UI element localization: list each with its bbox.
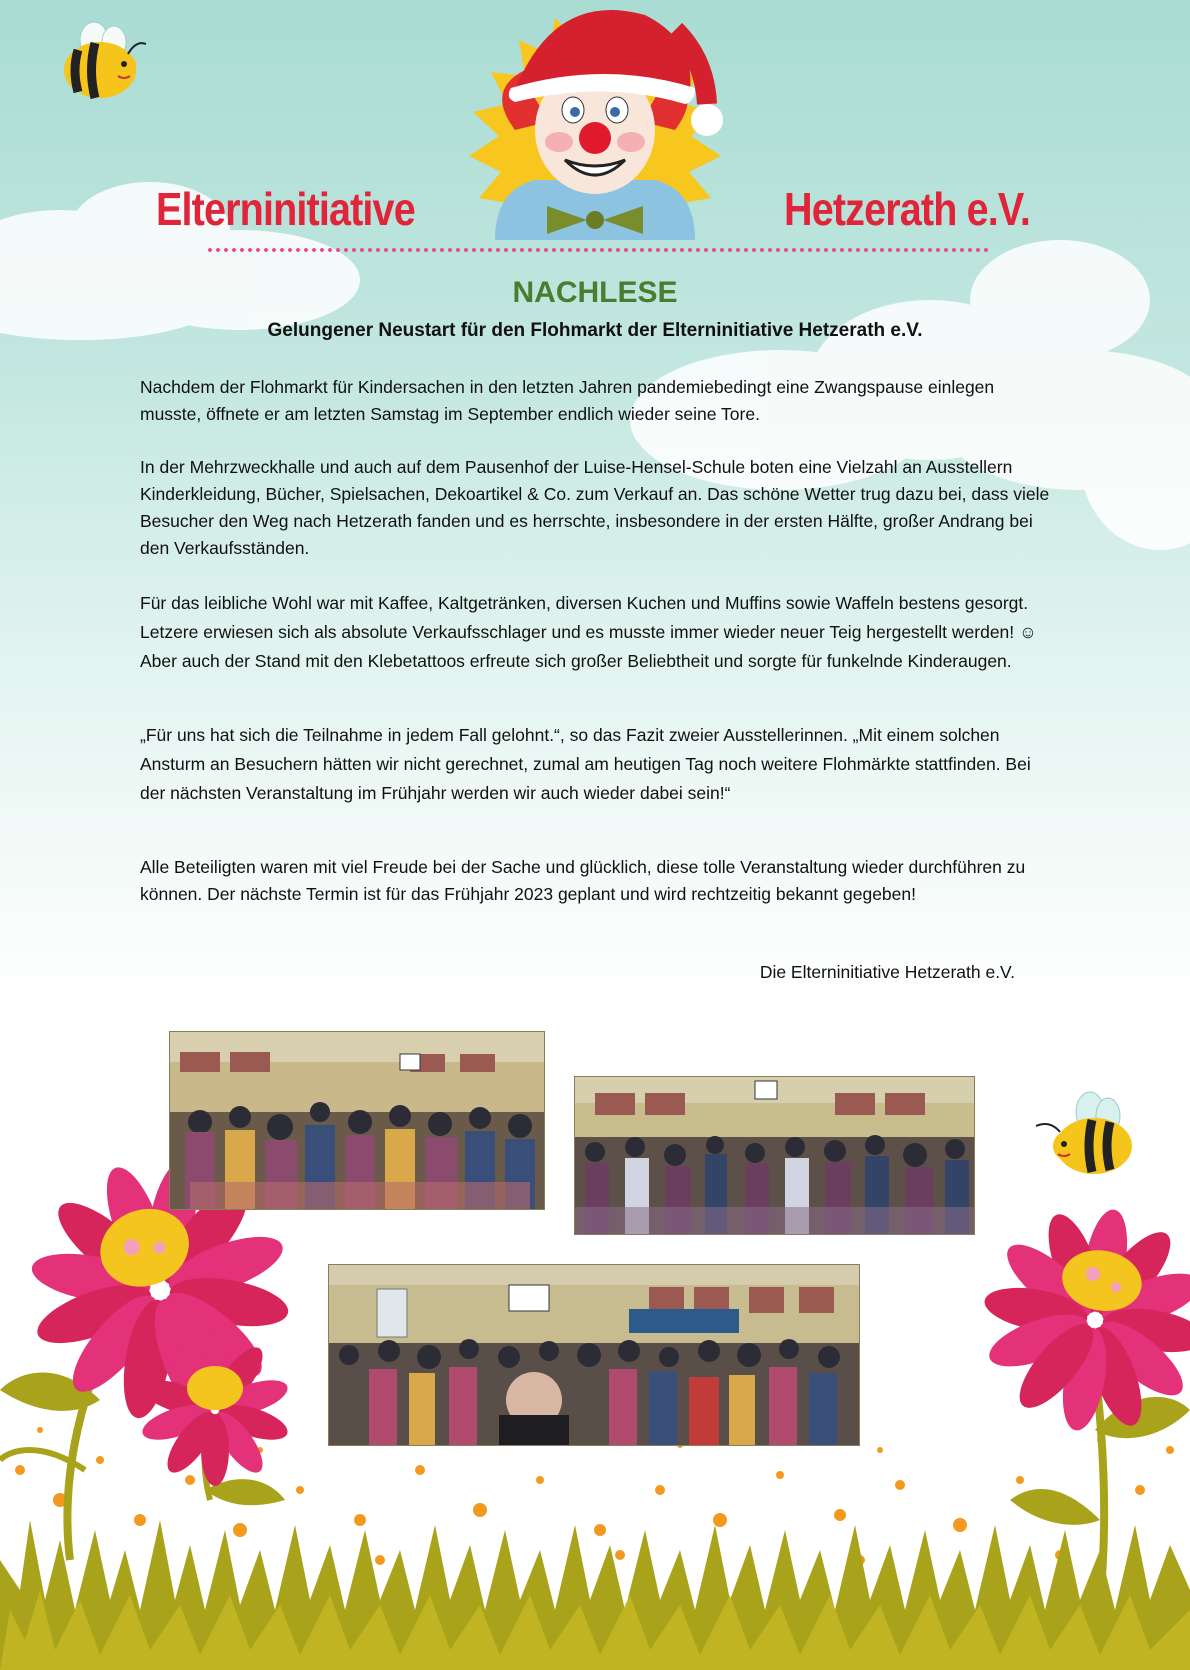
paragraph-5: Alle Beteiligten waren mit viel Freude bei der Sache und glücklich, diese tolle Veranstaltung wieder durchführen zu können. Der nächste Termin ist für das Frühjahr 2023 geplant und wird rechtzeitig bekannt gegeben! [140, 857, 1026, 904]
logo-text-right: Hetzerath e.V. [784, 183, 1030, 235]
paragraph-2: In der Mehrzweckhalle und auch auf dem Pausenhof der Luise-Hensel-Schule boten eine Vielzahl an Ausstellern Kinderkleidung, Bücher, Spielsachen, Dekoartikel & Co. zum Verkauf an. Das schöne Wetter trug dazu bei, dass viele Besucher den Weg nach Hetzerath fanden und es herrschte, insbesondere in der ersten Hälfte, großer Andrang bei den Verkaufsständen. [140, 457, 1050, 558]
event-photo-3 [328, 1264, 860, 1446]
article-heading: NACHLESE [512, 276, 678, 309]
paragraph-4: „Für uns hat sich die Teilnahme in jedem Fall gelohnt.“, so das Fazit zweier Ausstellerinnen. „Mit einem solchen Ansturm an Besuchern hätten wir nicht gerechnet, zumal am heutigen Tag noch weitere Flohmärkte stattfinden. Bei der nächsten Veranstaltung im Frühjahr werden wir auch wieder dabei sein!“ [140, 725, 1031, 803]
event-photo-1 [169, 1031, 545, 1210]
paragraph-3: Für das leibliche Wohl war mit Kaffee, Kaltgetränken, diversen Kuchen und Muffins sowie Waffeln bestens gesorgt. Letzere erwiesen sich als absolute Verkaufsschlager und es musste immer wieder neuer Teig hergestellt werden! ☺ Aber auch der Stand mit den Klebetattoos erfreute sich großer Beliebtheit und sorgte für funkelnde Kinderaugen. [140, 593, 1037, 671]
paragraph-1: Nachdem der Flohmarkt für Kindersachen in den letzten Jahren pandemiebedingt eine Zwangspause einlegen musste, öffnete er am letzten Samstag im September endlich wieder seine Tore. [140, 377, 995, 424]
logo-text-left: Elterninitiative [156, 183, 415, 235]
bee-icon [1036, 1092, 1132, 1174]
article-subheading: Gelungener Neustart für den Flohmarkt der Elterninitiative Hetzerath e.V. [267, 320, 923, 341]
flower-icon [965, 1190, 1190, 1600]
bee-icon [64, 22, 146, 98]
logo-dotted-underline [206, 248, 992, 252]
signature: Die Elterninitiative Hetzerath e.V. [759, 962, 1015, 982]
clown-icon [469, 10, 723, 240]
event-photo-2 [574, 1076, 975, 1235]
